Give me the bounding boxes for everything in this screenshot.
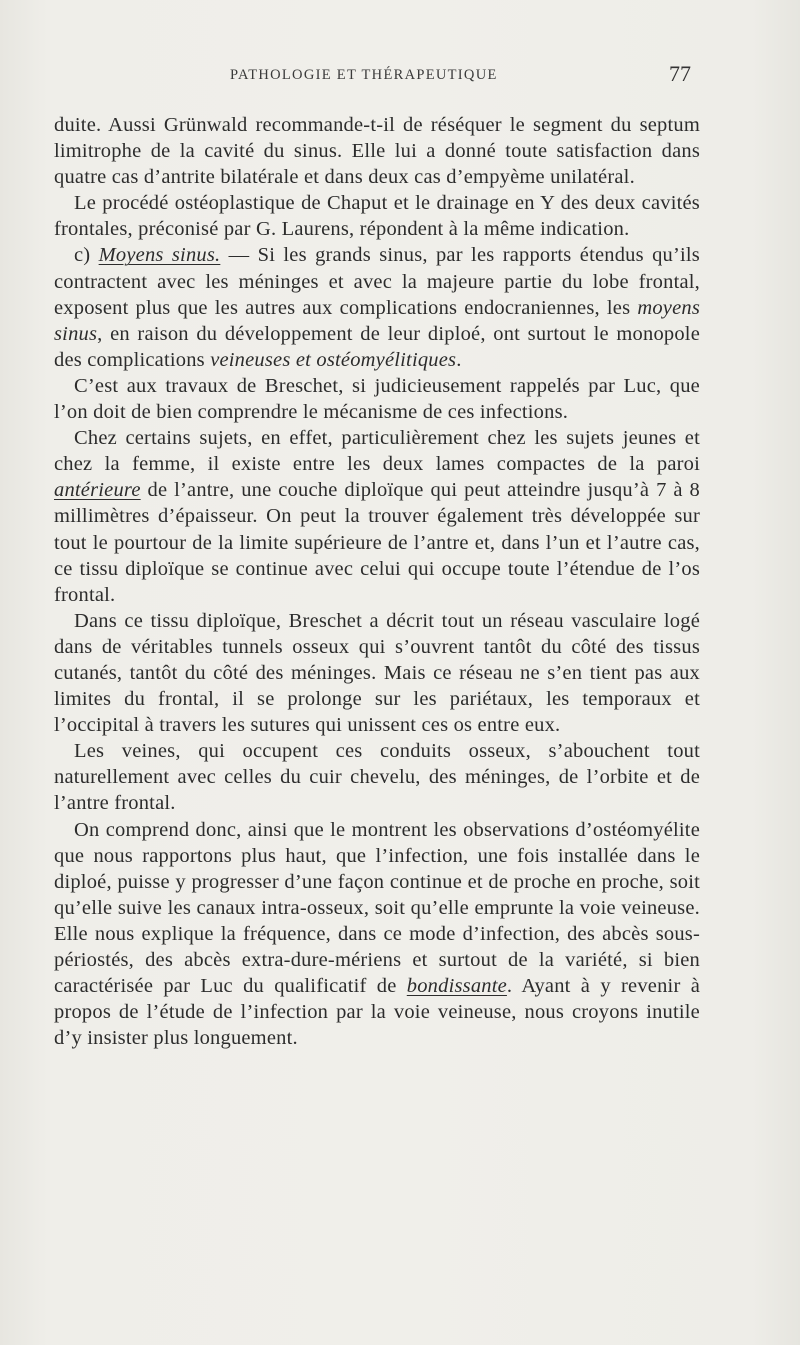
paragraph-3-text-3: . <box>456 348 462 371</box>
paragraph-1: duite. Aussi Grünwald recommande-t-il de réséquer le segment du septum limitrophe de la cavité du sinus. Elle lui a donné toute satisfaction dans quatre cas d’antrite bilatérale et dans deux cas d’empyème unilatéral. <box>54 114 700 189</box>
page-header <box>0 62 800 88</box>
paragraph-8 <box>54 817 700 1052</box>
paragraph-3-text-1: — Si les grands sinus, par les rapports étendus qu’ils contractent avec les méninges et avec la majeure partie du lobe frontal, exposent plus que les autres aux complications endocraniennes, les <box>54 244 700 319</box>
emphasis-anterieure: antérieure <box>54 479 141 502</box>
paragraph-2: Le procédé ostéoplastique de Chaput et le drainage en Y des deux cavités frontales, préconisé par G. Laurens, répondent à la même indication. <box>54 192 700 241</box>
section-heading: Moyens sinus. <box>98 244 221 267</box>
running-title: PATHOLOGIE ET THÉRAPEUTIQUE <box>230 67 498 83</box>
emphasis-veineuses: veineuses et ostéomyélitiques <box>210 348 457 371</box>
paragraph-7: Les veines, qui occupent ces conduits osseux, s’abouchent tout naturellement avec celles du cuir chevelu, des méninges, de l’orbite et de l’antre frontal. <box>54 740 700 815</box>
paragraph-6: Dans ce tissu diploïque, Breschet a décrit tout un réseau vasculaire logé dans de véritables tunnels osseux qui s’ouvrent tantôt du côté des tissus cutanés, tantôt du côté des méninges. Mais ce réseau ne s’en tient pas aux limites du frontal, il se prolonge sur les pariétaux, les temporaux et l’occipital à travers les sutures qui unissent ces os entre eux. <box>54 609 700 737</box>
section-letter: c) <box>74 244 99 267</box>
paragraph-3-text-2: , en raison du développement de leur diploé, ont surtout le monopole des complications <box>54 322 700 371</box>
emphasis-bondissante: bondissante <box>406 975 507 998</box>
main-text <box>54 112 700 1051</box>
paragraph-5-text-1: Chez certains sujets, en effet, particulièrement chez les sujets jeunes et chez la femme, il existe entre les deux lames compactes de la paroi <box>54 427 700 476</box>
emphasis-moyens-sinus: moyens sinus <box>54 296 700 345</box>
page-number: 77 <box>669 61 691 86</box>
paragraph-3 <box>54 242 700 372</box>
paragraph-8-text-1: On comprend donc, ainsi que le montrent les observations d’ostéomyélite que nous rapportons plus haut, que l’infection, une fois installée dans le diploé, puisse y progresser d’une façon continue et de proche en proche, soit qu’elle suive les canaux intra-osseux, soit qu’elle emprunte la voie veineuse. Elle nous explique la fréquence, dans ce mode d’infection, des abcès sous-périostés, des abcès extra-dure-mériens et surtout de la variété, si bien caractérisée par Luc du qualificatif de <box>54 818 700 998</box>
paragraph-5 <box>54 425 700 608</box>
paragraph-5-text-2: de l’antre, une couche diploïque qui peut atteindre jusqu’à 7 à 8 millimètres d’épaisseur. On peut la trouver également très développée sur tout le pourtour de la limite supérieure de l’antre et, dans l’un et l’autre cas, ce tissu diploïque se continue avec celui qui occupe toute l’étendue de l’os frontal. <box>54 479 700 606</box>
paragraph-4: C’est aux travaux de Breschet, si judicieusement rappelés par Luc, que l’on doit de bien comprendre le mécanisme de ces infections. <box>54 374 700 424</box>
paragraph-8-text-2: . Ayant à y revenir à propos de l’étude de l’infection par la voie veineuse, nous croyons inutile d’y insister plus longuement. <box>54 975 701 1050</box>
